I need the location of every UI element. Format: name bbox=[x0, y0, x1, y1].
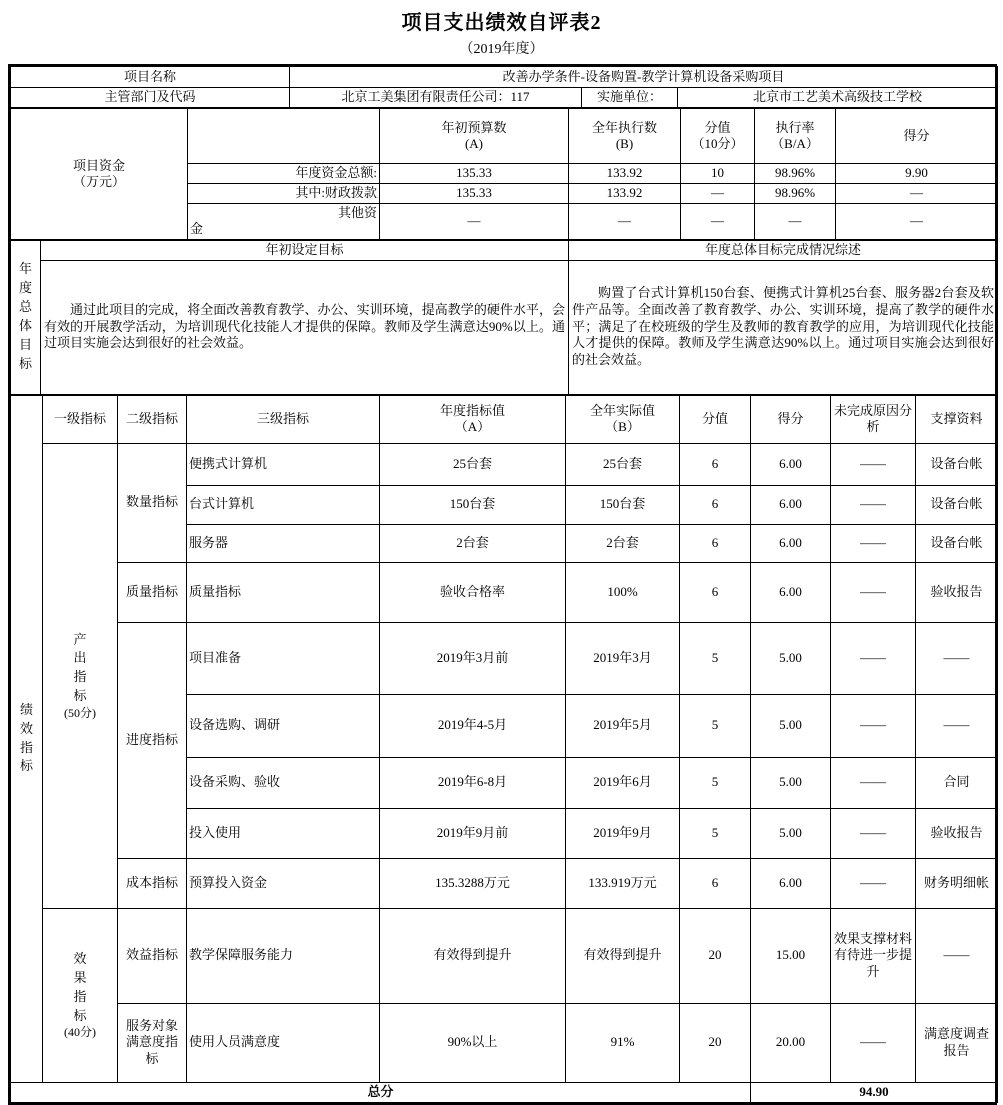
indicator-actual: 2台套 bbox=[566, 524, 680, 562]
info-table bbox=[10, 66, 998, 108]
total-label: 总分 bbox=[11, 1082, 751, 1102]
indicator-name: 质量指标 bbox=[187, 562, 380, 622]
annual-goal-header-row bbox=[11, 240, 998, 260]
level2-progress-cell: 进度指标 bbox=[118, 622, 187, 858]
funds-other-weight: — bbox=[681, 204, 755, 240]
indicators-table bbox=[10, 395, 998, 1103]
indicator-target: 2019年3月前 bbox=[380, 622, 566, 694]
funds-header-weight: 分值 （10分） bbox=[681, 109, 755, 164]
indicator-name: 便携式计算机 bbox=[187, 443, 380, 485]
indicator-reason: —— bbox=[831, 757, 916, 808]
indicator-weight: 6 bbox=[680, 562, 751, 622]
indicator-actual: 91% bbox=[566, 1003, 680, 1082]
funds-section-label-line2: （万元） bbox=[72, 173, 125, 189]
indicator-name: 设备选购、调研 bbox=[187, 694, 380, 757]
indicator-name: 台式计算机 bbox=[187, 485, 380, 524]
indicator-score: 5.00 bbox=[751, 757, 831, 808]
level2-benefit-cell: 效益指标 bbox=[118, 908, 187, 1003]
indicator-reason: —— bbox=[831, 694, 916, 757]
indicator-evidence: 满意度调查报告 bbox=[916, 1003, 998, 1082]
indicator-row bbox=[11, 562, 998, 622]
funds-other-score: — bbox=[836, 204, 998, 240]
department-row bbox=[11, 88, 998, 108]
indicator-evidence: 验收报告 bbox=[916, 808, 998, 858]
funds-fiscal-executed: 133.92 bbox=[569, 184, 681, 204]
indicator-reason: —— bbox=[831, 524, 916, 562]
indicator-score: 6.00 bbox=[751, 524, 831, 562]
indicator-target: 90%以上 bbox=[380, 1003, 566, 1082]
header-target: 年度指标值 （A） bbox=[380, 395, 566, 443]
funds-total-weight: 10 bbox=[681, 164, 755, 184]
indicator-target: 2台套 bbox=[380, 524, 566, 562]
indicator-evidence: —— bbox=[916, 694, 998, 757]
funds-other-executed: — bbox=[569, 204, 681, 240]
indicator-reason: 效果支撑材料有待进一步提升 bbox=[831, 908, 916, 1003]
funds-total-rate: 98.96% bbox=[755, 164, 836, 184]
indicator-weight: 6 bbox=[680, 858, 751, 908]
indicator-score: 5.00 bbox=[751, 694, 831, 757]
total-row bbox=[11, 1082, 998, 1102]
project-name-value: 改善办学条件-设备购置-教学计算机设备采购项目 bbox=[290, 67, 998, 88]
funds-table bbox=[10, 108, 998, 240]
indicator-row bbox=[11, 443, 998, 485]
indicator-reason: —— bbox=[831, 622, 916, 694]
indicator-score: 6.00 bbox=[751, 443, 831, 485]
indicator-reason: —— bbox=[831, 808, 916, 858]
funds-other-budget: — bbox=[380, 204, 569, 240]
indicator-name: 服务器 bbox=[187, 524, 380, 562]
indicator-weight: 20 bbox=[680, 1003, 751, 1082]
indicator-actual: 100% bbox=[566, 562, 680, 622]
form-table-border bbox=[8, 64, 997, 1105]
indicator-row bbox=[11, 1003, 998, 1082]
department-label: 主管部门及代码 bbox=[11, 88, 290, 108]
indicator-target: 2019年4-5月 bbox=[380, 694, 566, 757]
indicator-score: 20.00 bbox=[751, 1003, 831, 1082]
project-name-label: 项目名称 bbox=[11, 67, 290, 88]
goal-set-text: 通过此项目的完成，将全面改善教育教学、办公、实训环境，提高教学的硬件水平，会有效的开展教学活动，为培训现代化技能人才提供的保障。教师及学生满意达90%以上。通过项目实施会达到很好的社会效益。 bbox=[41, 260, 569, 394]
funds-header-row bbox=[11, 109, 998, 164]
indicator-score: 15.00 bbox=[751, 908, 831, 1003]
funds-header-rate: 执行率 （B/A） bbox=[755, 109, 836, 164]
header-level1: 一级指标 bbox=[43, 395, 118, 443]
indicator-weight: 6 bbox=[680, 443, 751, 485]
indicator-evidence: —— bbox=[916, 622, 998, 694]
indicator-actual: 2019年5月 bbox=[566, 694, 680, 757]
indicator-target: 25台套 bbox=[380, 443, 566, 485]
indicator-evidence: 合同 bbox=[916, 757, 998, 808]
header-level2: 二级指标 bbox=[118, 395, 187, 443]
indicators-side-label: 绩效指标 bbox=[11, 395, 43, 1082]
indicator-score: 6.00 bbox=[751, 485, 831, 524]
page-title: 项目支出绩效自评表2 bbox=[401, 12, 602, 34]
funds-total-budget: 135.33 bbox=[380, 164, 569, 184]
indicator-name: 教学保障服务能力 bbox=[187, 908, 380, 1003]
funds-total-label: 年度资金总额: bbox=[188, 164, 380, 184]
indicator-reason: —— bbox=[831, 443, 916, 485]
indicator-actual: 133.919万元 bbox=[566, 858, 680, 908]
indicator-score: 6.00 bbox=[751, 562, 831, 622]
indicator-actual: 2019年9月 bbox=[566, 808, 680, 858]
level2-quality-cell: 质量指标 bbox=[118, 562, 187, 622]
annual-goal-body-row bbox=[11, 260, 998, 394]
indicator-target: 2019年6-8月 bbox=[380, 757, 566, 808]
indicator-reason: —— bbox=[831, 858, 916, 908]
indicators-header-row bbox=[11, 395, 998, 443]
indicator-actual: 150台套 bbox=[566, 485, 680, 524]
indicator-actual: 25台套 bbox=[566, 443, 680, 485]
funds-fiscal-budget: 135.33 bbox=[380, 184, 569, 204]
implementing-unit-label: 实施单位： bbox=[582, 88, 678, 108]
funds-other-label: 其他资 金 bbox=[188, 204, 380, 240]
indicator-reason: —— bbox=[831, 562, 916, 622]
funds-fiscal-label: 其中:财政拨款 bbox=[188, 184, 380, 204]
indicator-row bbox=[11, 908, 998, 1003]
indicator-row bbox=[11, 858, 998, 908]
indicator-row bbox=[11, 622, 998, 694]
total-value: 94.90 bbox=[751, 1082, 998, 1102]
funds-section-label bbox=[11, 109, 188, 240]
indicator-target: 150台套 bbox=[380, 485, 566, 524]
funds-section-label-line1: 项目资金 bbox=[72, 157, 125, 173]
indicator-weight: 5 bbox=[680, 622, 751, 694]
indicator-score: 5.00 bbox=[751, 622, 831, 694]
indicator-target: 验收合格率 bbox=[380, 562, 566, 622]
level1-effect-cell: 效果指标 (40分) bbox=[43, 908, 118, 1082]
indicator-target: 135.3288万元 bbox=[380, 858, 566, 908]
indicator-score: 6.00 bbox=[751, 858, 831, 908]
goal-set-header: 年初设定目标 bbox=[41, 240, 569, 260]
header-weight: 分值 bbox=[680, 395, 751, 443]
annual-goal-table bbox=[10, 240, 998, 395]
header-score: 得分 bbox=[751, 395, 831, 443]
indicator-weight: 5 bbox=[680, 757, 751, 808]
funds-total-score: 9.90 bbox=[836, 164, 998, 184]
header-reason: 未完成原因分析 bbox=[831, 395, 916, 443]
indicator-evidence: —— bbox=[916, 908, 998, 1003]
indicator-actual: 2019年6月 bbox=[566, 757, 680, 808]
page-subtitle: （2019年度） bbox=[459, 42, 544, 57]
indicator-evidence: 设备台帐 bbox=[916, 524, 998, 562]
goal-result-header: 年度总体目标完成情况综述 bbox=[569, 240, 998, 260]
header-level3: 三级指标 bbox=[187, 395, 380, 443]
level2-quantity-cell: 数量指标 bbox=[118, 443, 187, 562]
indicator-target: 有效得到提升 bbox=[380, 908, 566, 1003]
indicator-actual: 有效得到提升 bbox=[566, 908, 680, 1003]
funds-fiscal-weight: — bbox=[681, 184, 755, 204]
indicator-name: 投入使用 bbox=[187, 808, 380, 858]
indicator-reason: —— bbox=[831, 485, 916, 524]
indicator-name: 设备采购、验收 bbox=[187, 757, 380, 808]
indicator-weight: 6 bbox=[680, 485, 751, 524]
indicator-target: 2019年9月前 bbox=[380, 808, 566, 858]
funds-header-budget: 年初预算数 (A) bbox=[380, 109, 569, 164]
funds-other-rate: — bbox=[755, 204, 836, 240]
indicator-evidence: 验收报告 bbox=[916, 562, 998, 622]
funds-fiscal-score: — bbox=[836, 184, 998, 204]
indicator-name: 预算投入资金 bbox=[187, 858, 380, 908]
indicator-score: 5.00 bbox=[751, 808, 831, 858]
indicator-name: 项目准备 bbox=[187, 622, 380, 694]
indicator-evidence: 设备台帐 bbox=[916, 485, 998, 524]
level2-cost-cell: 成本指标 bbox=[118, 858, 187, 908]
funds-header-executed: 全年执行数 (B) bbox=[569, 109, 681, 164]
annual-goal-side-label: 年度总体目标 bbox=[11, 240, 41, 394]
indicator-weight: 5 bbox=[680, 808, 751, 858]
goal-result-text: 购置了台式计算机150台套、便携式计算机25台套、服务器2台套及软件产品等。全面改善了教育教学、办公、实训环境，提高了教学的硬件水平；满足了在校班级的学生及教师的教育教学的应用，为培训现代化技能人才提供的保障。教师及学生满意达90%以上。通过项目实施会达到很好的社会效益。 bbox=[569, 260, 998, 394]
level1-output-cell: 产出指标 (50分) bbox=[43, 443, 118, 908]
funds-total-executed: 133.92 bbox=[569, 164, 681, 184]
funds-header-score: 得分 bbox=[836, 109, 998, 164]
header-evidence: 支撑资料 bbox=[916, 395, 998, 443]
header-actual: 全年实际值 （B） bbox=[566, 395, 680, 443]
project-name-row bbox=[11, 67, 998, 88]
indicator-weight: 5 bbox=[680, 694, 751, 757]
indicator-evidence: 财务明细帐 bbox=[916, 858, 998, 908]
funds-fiscal-rate: 98.96% bbox=[755, 184, 836, 204]
indicator-reason: —— bbox=[831, 1003, 916, 1082]
department-value: 北京工美集团有限责任公司：117 bbox=[290, 88, 582, 108]
indicator-name: 使用人员满意度 bbox=[187, 1003, 380, 1082]
indicator-weight: 6 bbox=[680, 524, 751, 562]
indicator-weight: 20 bbox=[680, 908, 751, 1003]
indicator-evidence: 设备台帐 bbox=[916, 443, 998, 485]
level2-satisfaction-cell: 服务对象满意度指标 bbox=[118, 1003, 187, 1082]
implementing-unit-value: 北京市工艺美术高级技工学校 bbox=[678, 88, 998, 108]
funds-header-empty bbox=[188, 109, 380, 164]
indicator-actual: 2019年3月 bbox=[566, 622, 680, 694]
